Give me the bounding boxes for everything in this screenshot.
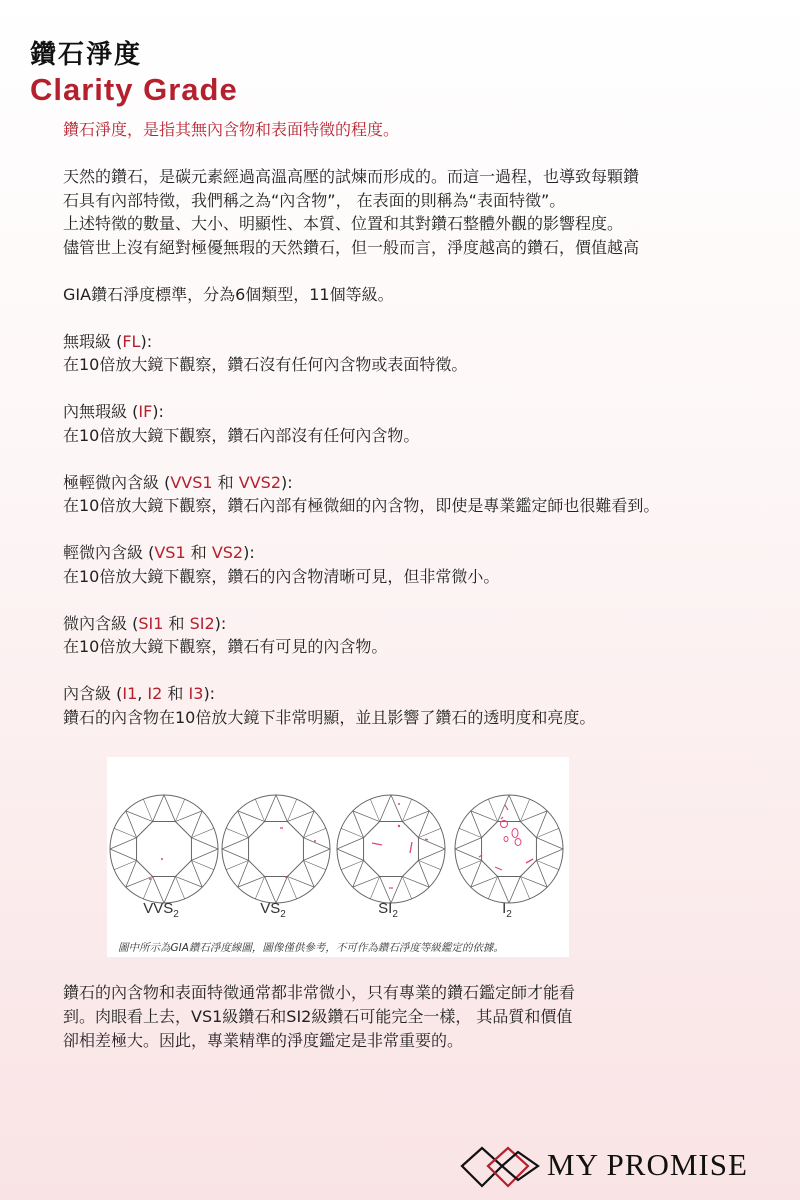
- grade-list: [63, 330, 783, 730]
- diamond-facet-line: [536, 838, 563, 849]
- grade-code: VS1: [154, 543, 186, 562]
- diamond-facet-line: [337, 849, 364, 860]
- inclusion-mark: [314, 840, 316, 842]
- diamond-facet-line: [303, 838, 330, 849]
- diamond-facet-line: [191, 838, 218, 849]
- grade-description: 在10倍放大鏡下觀察，鑽石沒有任何內含物或表面特徵。: [63, 355, 468, 374]
- diamond-facet-line: [276, 795, 287, 822]
- grade-code: VS2: [211, 543, 244, 562]
- diamond-facet-line: [164, 795, 175, 822]
- grade-name: 無瑕級: [63, 331, 112, 351]
- brand-name: MY PROMISE: [547, 1147, 748, 1182]
- grade-name: 內無瑕級: [63, 402, 128, 421]
- grade-code: I2: [147, 684, 163, 703]
- intro-line: 上述特徵的數量、大小、明顯性、本質、位置和其對鑽石整體外觀的影響程度。: [63, 214, 624, 233]
- grade-heading: 輕微內含級 (VS1 和 VS2):: [63, 543, 255, 562]
- diamond-facet-line: [337, 838, 364, 849]
- closing-line: 卻相差極大。因此，專業精準的淨度鑑定是非常重要的。: [63, 1031, 464, 1050]
- grade-joiner: 和: [168, 613, 185, 633]
- grade-code: I3: [188, 684, 204, 703]
- diamond-table-facet: [249, 822, 304, 877]
- diamond-facet-line: [222, 838, 249, 849]
- closing-line: 到。肉眼看上去，VS1級鑽石和SI2級鑽石可能完全一樣， 其品質和價值: [63, 1007, 573, 1026]
- grade-joiner: 和: [167, 684, 184, 703]
- inclusion-mark: [161, 858, 163, 860]
- inclusion-mark: [372, 843, 382, 845]
- grade-description: 在10倍放大鏡下觀察，鑽石內部有極微細的內含物，即使是專業鑑定師也很難看到。: [63, 496, 660, 515]
- grade-heading: 無瑕級 (FL):: [63, 331, 153, 351]
- grade-code: SI1: [138, 613, 164, 633]
- diamond-facet-line: [303, 849, 330, 860]
- inclusion-mark: [398, 825, 400, 827]
- diamond-table-facet: [137, 822, 192, 877]
- intro-line: 儘管世上沒有絕對極優無瑕的天然鑽石，但一般而言，淨度越高的鑽石，價值越高: [63, 237, 640, 257]
- diamond-facet-line: [110, 849, 137, 860]
- diamond-facet-line: [418, 849, 445, 860]
- grade-code: VVS1: [170, 472, 213, 492]
- diamond-facet-line: [110, 838, 137, 849]
- diamond-facet-line: [191, 849, 218, 860]
- gia-standard-text: GIA鑽石淨度標準，分為6個類型，11個等級。: [63, 284, 394, 304]
- grade-name: 輕微內含級: [63, 543, 144, 562]
- diamond-facet-line: [153, 795, 164, 822]
- clarity-diagram: [107, 757, 569, 957]
- grade-joiner: 和: [190, 543, 207, 562]
- intro-line: 天然的鑽石，是碳元素經過高溫高壓的試煉而形成的。而這一過程，也導致每顆鑽: [63, 167, 640, 186]
- diamond-facet-line: [455, 838, 482, 849]
- diamond-table-facet: [482, 822, 537, 877]
- grade-heading: 內含級 (I1, I2 和 I3):: [63, 684, 216, 703]
- brand-logo: [458, 1142, 788, 1192]
- grade-heading: 微內含級 (SI1 和 SI2):: [63, 613, 227, 633]
- main-content: [63, 118, 783, 729]
- inclusion-mark: [512, 829, 518, 838]
- grade-code: FL: [122, 331, 141, 351]
- diamond-facet-line: [380, 795, 391, 822]
- diamond-diagrams-svg: [107, 757, 569, 957]
- grade-code: IF: [138, 402, 153, 421]
- grade-code: SI2: [189, 613, 215, 633]
- inclusion-mark: [495, 867, 502, 870]
- diagram-label-vs2: $VS_2$: [260, 900, 286, 920]
- inclusion-mark: [149, 878, 151, 880]
- inclusion-mark: [398, 803, 400, 805]
- grade-heading: 內無瑕級 (IF):: [63, 402, 164, 421]
- grade-code: VVS2: [238, 472, 282, 492]
- clarity-definition: 鑽石淨度，是指其無內含物和表面特徵的程度。: [63, 120, 400, 139]
- inclusion-mark: [410, 842, 412, 853]
- diagram-label-si2: $SI_2$: [378, 900, 398, 920]
- diamond-facet-line: [222, 849, 249, 860]
- grade-joiner: 和: [217, 472, 234, 492]
- inclusion-mark: [515, 839, 521, 846]
- grade-description: 在10倍放大鏡下觀察，鑽石內部沒有任何內含物。: [63, 425, 420, 445]
- grade-description: 在10倍放大鏡下觀察，鑽石有可見的內含物。: [63, 637, 388, 656]
- diamond-facet-line: [509, 795, 520, 822]
- inclusion-mark: [504, 837, 508, 842]
- grade-name: 極輕微內含級: [63, 472, 160, 492]
- diamond-facet-line: [455, 849, 482, 860]
- inclusion-mark: [501, 817, 503, 819]
- page-title-english: Clarity Grade: [30, 72, 238, 107]
- grade-name: 微內含級: [63, 613, 128, 633]
- inclusion-mark: [285, 876, 287, 878]
- grade-heading: 極輕微內含級 (VVS1 和 VVS2):: [63, 472, 293, 492]
- inclusion-mark: [425, 839, 428, 840]
- diagram-caption: 圖中所示為GIA鑽石淨度線圖，圖像僅供參考，不可作為鑽石淨度等級鑑定的依據。: [118, 942, 504, 954]
- diamond-facet-line: [536, 849, 563, 860]
- closing-line: 鑽石的內含物和表面特徵通常都非常微小，只有專業的鑽石鑑定師才能看: [63, 983, 576, 1002]
- intro-line: 石具有內部特徵，我們稱之為“內含物”， 在表面的則稱為“表面特徵”。: [63, 190, 566, 210]
- inclusion-mark: [505, 805, 508, 810]
- closing-paragraph: [63, 981, 703, 1053]
- grade-description: 在10倍放大鏡下觀察，鑽石的內含物清晰可見，但非常微小。: [63, 566, 500, 586]
- diagram-label-vvs2: $VVS_2$: [143, 900, 179, 920]
- grade-code: I1: [122, 684, 138, 703]
- grade-name: 內含級: [63, 684, 112, 703]
- diamond-facet-line: [265, 795, 276, 822]
- diagram-label-i2: $I_2$: [502, 900, 512, 920]
- diamond-facet-line: [418, 838, 445, 849]
- page-title-chinese: 鑽石淨度: [30, 40, 143, 70]
- diamond-outline-logo-icon: [458, 1142, 544, 1192]
- grade-description: 鑽石的內含物在10倍放大鏡下非常明顯，並且影響了鑽石的透明度和亮度。: [63, 707, 596, 727]
- diamond-facet-line: [391, 795, 402, 822]
- inclusion-mark: [526, 859, 533, 863]
